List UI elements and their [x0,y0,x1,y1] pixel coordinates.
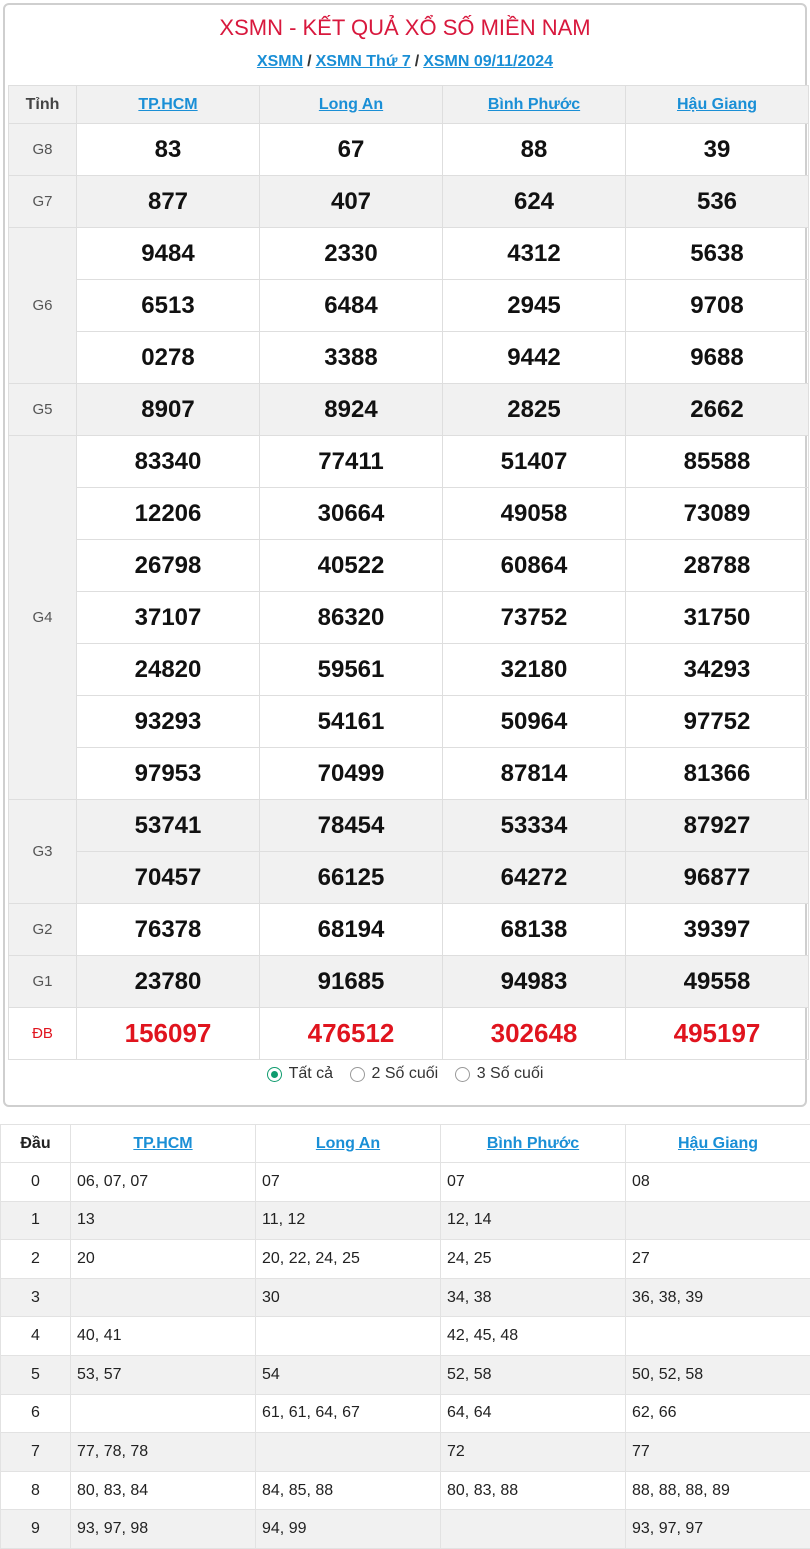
prize-number: 9708 [626,280,809,332]
prize-number: 93293 [77,696,260,748]
prize-number: 78454 [260,800,443,852]
prize-number: 73089 [626,488,809,540]
prize-number: 3388 [260,332,443,384]
loto-province-header [626,1125,810,1163]
province-column-label: Tỉnh [9,86,77,124]
loto-province-link-hau-giang[interactable]: Hậu Giang [677,1134,758,1152]
prize-number: 68194 [260,904,443,956]
loto-numbers: 93, 97, 97 [626,1510,810,1549]
results-table [8,85,809,1060]
prize-row [9,488,809,540]
prize-number: 83 [77,124,260,176]
prize-number: 85588 [626,436,809,488]
prize-number: 97752 [626,696,809,748]
prize-number: 39 [626,124,809,176]
prize-label: ĐB [9,1008,77,1060]
head-digit: 7 [1,1433,71,1472]
prize-number: 8924 [260,384,443,436]
prize-label: G5 [9,384,77,436]
prize-number: 64272 [443,852,626,904]
head-digit-column-label: Đầu [1,1125,71,1163]
prize-number: 2330 [260,228,443,280]
loto-numbers: 80, 83, 88 [441,1471,626,1510]
results-card [3,3,807,1107]
loto-row [1,1201,810,1240]
filter-all-option[interactable] [267,1065,333,1083]
loto-numbers: 11, 12 [256,1201,441,1240]
loto-province-link-binh-phuoc[interactable]: Bình Phước [486,1134,580,1152]
head-digit: 3 [1,1278,71,1317]
prize-label: G8 [9,124,77,176]
breadcrumb-separator: / [414,53,420,70]
head-digit: 8 [1,1471,71,1510]
prize-number: 53741 [77,800,260,852]
prize-number: 28788 [626,540,809,592]
province-link-tphcm[interactable]: TP.HCM [138,95,198,113]
loto-numbers: 30 [256,1278,441,1317]
head-digit: 4 [1,1317,71,1356]
loto-numbers [626,1317,810,1356]
loto-numbers: 50, 52, 58 [626,1355,810,1394]
radio-checked-icon[interactable] [267,1067,282,1082]
prize-number: 53334 [443,800,626,852]
loto-numbers: 93, 97, 98 [71,1510,256,1549]
loto-province-link-tphcm[interactable]: TP.HCM [133,1134,193,1152]
province-link-long-an[interactable]: Long An [318,95,384,113]
prize-row [9,904,809,956]
prize-number: 66125 [260,852,443,904]
loto-province-link-long-an[interactable]: Long An [315,1134,381,1152]
prize-label: G1 [9,956,77,1008]
prize-number: 83340 [77,436,260,488]
loto-numbers [71,1278,256,1317]
loto-head-table [0,1124,810,1549]
prize-row [9,644,809,696]
loto-numbers: 07 [256,1163,441,1202]
province-link-hau-giang[interactable]: Hậu Giang [676,95,757,113]
loto-numbers: 40, 41 [71,1317,256,1356]
prize-number: 77411 [260,436,443,488]
prize-number: 49558 [626,956,809,1008]
prize-label: G3 [9,800,77,904]
loto-numbers [256,1317,441,1356]
prize-number: 73752 [443,592,626,644]
page-title: XSMN - KẾT QUẢ XỔ SỐ MIỀN NAM [219,15,591,40]
province-header [77,86,260,124]
breadcrumb-date-link[interactable]: XSMN 09/11/2024 [423,53,554,70]
prize-number: 60864 [443,540,626,592]
prize-number: 40522 [260,540,443,592]
head-digit: 0 [1,1163,71,1202]
province-header [626,86,809,124]
prize-row [9,800,809,852]
prize-number: 88 [443,124,626,176]
head-digit: 1 [1,1201,71,1240]
loto-numbers: 06, 07, 07 [71,1163,256,1202]
loto-header-row [1,1125,810,1163]
prize-number: 6513 [77,280,260,332]
province-link-binh-phuoc[interactable]: Bình Phước [487,95,581,113]
special-prize-number: 495197 [626,1008,809,1060]
prize-number: 81366 [626,748,809,800]
prize-number: 51407 [443,436,626,488]
loto-row [1,1240,810,1279]
prize-row [9,332,809,384]
prize-number: 12206 [77,488,260,540]
prize-row [9,748,809,800]
prize-number: 70499 [260,748,443,800]
loto-row [1,1278,810,1317]
prize-number: 5638 [626,228,809,280]
prize-label: G6 [9,228,77,384]
loto-row [1,1433,810,1472]
loto-province-header [441,1125,626,1163]
loto-numbers: 62, 66 [626,1394,810,1433]
loto-row [1,1510,810,1549]
loto-numbers: 53, 57 [71,1355,256,1394]
prize-number: 9484 [77,228,260,280]
special-prize-number: 476512 [260,1008,443,1060]
province-header [260,86,443,124]
loto-row [1,1355,810,1394]
prize-number: 97953 [77,748,260,800]
prize-number: 49058 [443,488,626,540]
filter-last3-label: 3 Số cuối [476,1065,544,1082]
loto-numbers: 36, 38, 39 [626,1278,810,1317]
loto-numbers: 52, 58 [441,1355,626,1394]
prize-number: 96877 [626,852,809,904]
radio-unchecked-icon[interactable] [455,1067,470,1082]
prize-number: 94983 [443,956,626,1008]
prize-number: 37107 [77,592,260,644]
prize-number: 32180 [443,644,626,696]
prize-number: 2945 [443,280,626,332]
prize-number: 9442 [443,332,626,384]
prize-number: 87927 [626,800,809,852]
loto-numbers [626,1201,810,1240]
prize-number: 70457 [77,852,260,904]
prize-number: 8907 [77,384,260,436]
filter-last2-option[interactable] [350,1065,439,1083]
prize-row [9,956,809,1008]
prize-row [9,696,809,748]
prize-number: 6484 [260,280,443,332]
loto-numbers: 64, 64 [441,1394,626,1433]
breadcrumb [5,53,805,71]
results-body [9,124,809,1060]
special-prize-number: 302648 [443,1008,626,1060]
prize-row [9,228,809,280]
prize-number: 34293 [626,644,809,696]
prize-number: 54161 [260,696,443,748]
prize-label: G2 [9,904,77,956]
loto-numbers: 77, 78, 78 [71,1433,256,1472]
loto-numbers: 24, 25 [441,1240,626,1279]
prize-number: 91685 [260,956,443,1008]
loto-numbers: 94, 99 [256,1510,441,1549]
prize-number: 4312 [443,228,626,280]
prize-number: 59561 [260,644,443,696]
loto-numbers: 54 [256,1355,441,1394]
prize-number: 26798 [77,540,260,592]
loto-numbers [441,1510,626,1549]
prize-row [9,280,809,332]
radio-unchecked-icon[interactable] [350,1067,365,1082]
loto-numbers: 61, 61, 64, 67 [256,1394,441,1433]
loto-numbers: 20, 22, 24, 25 [256,1240,441,1279]
prize-row [9,384,809,436]
prize-number: 86320 [260,592,443,644]
prize-row [9,540,809,592]
prize-number: 24820 [77,644,260,696]
loto-numbers: 07 [441,1163,626,1202]
breadcrumb-separator: / [307,53,312,70]
prize-number: 76378 [77,904,260,956]
loto-numbers: 12, 14 [441,1201,626,1240]
prize-row [9,592,809,644]
prize-number: 67 [260,124,443,176]
loto-province-header [256,1125,441,1163]
prize-row [9,124,809,176]
prize-number: 30664 [260,488,443,540]
loto-numbers: 20 [71,1240,256,1279]
prize-number: 877 [77,176,260,228]
loto-row [1,1394,810,1433]
prize-number: 624 [443,176,626,228]
special-prize-number: 156097 [77,1008,260,1060]
head-digit: 5 [1,1355,71,1394]
loto-row [1,1471,810,1510]
loto-numbers: 80, 83, 84 [71,1471,256,1510]
province-header [443,86,626,124]
loto-row [1,1317,810,1356]
prize-number: 68138 [443,904,626,956]
loto-numbers: 88, 88, 88, 89 [626,1471,810,1510]
prize-row [9,176,809,228]
loto-numbers: 34, 38 [441,1278,626,1317]
loto-numbers: 72 [441,1433,626,1472]
loto-numbers: 84, 85, 88 [256,1471,441,1510]
loto-numbers: 77 [626,1433,810,1472]
head-digit: 2 [1,1240,71,1279]
prize-number: 9688 [626,332,809,384]
prize-number: 31750 [626,592,809,644]
loto-row [1,1163,810,1202]
prize-row [9,852,809,904]
breadcrumb-xsmn-link[interactable]: XSMN [256,53,304,70]
head-digit: 6 [1,1394,71,1433]
loto-numbers: 08 [626,1163,810,1202]
prize-label: G4 [9,436,77,800]
loto-numbers: 13 [71,1201,256,1240]
loto-numbers: 42, 45, 48 [441,1317,626,1356]
filter-last3-option[interactable] [455,1065,544,1083]
loto-numbers: 27 [626,1240,810,1279]
prize-row [9,436,809,488]
prize-number: 2825 [443,384,626,436]
prize-number: 23780 [77,956,260,1008]
prize-number: 39397 [626,904,809,956]
breadcrumb-saturday-link[interactable]: XSMN Thứ 7 [315,53,411,70]
prize-label: G7 [9,176,77,228]
filter-last2-label: 2 Số cuối [371,1065,439,1082]
loto-numbers [256,1433,441,1472]
prize-number: 87814 [443,748,626,800]
digit-filter [5,1065,805,1087]
prize-number: 0278 [77,332,260,384]
prize-number: 407 [260,176,443,228]
results-header-row [9,86,809,124]
loto-numbers [71,1394,256,1433]
prize-row [9,1008,809,1060]
prize-number: 50964 [443,696,626,748]
prize-number: 536 [626,176,809,228]
prize-number: 2662 [626,384,809,436]
loto-body [1,1163,810,1549]
loto-province-header [71,1125,256,1163]
filter-all-label: Tất cả [288,1065,334,1082]
head-digit: 9 [1,1510,71,1549]
